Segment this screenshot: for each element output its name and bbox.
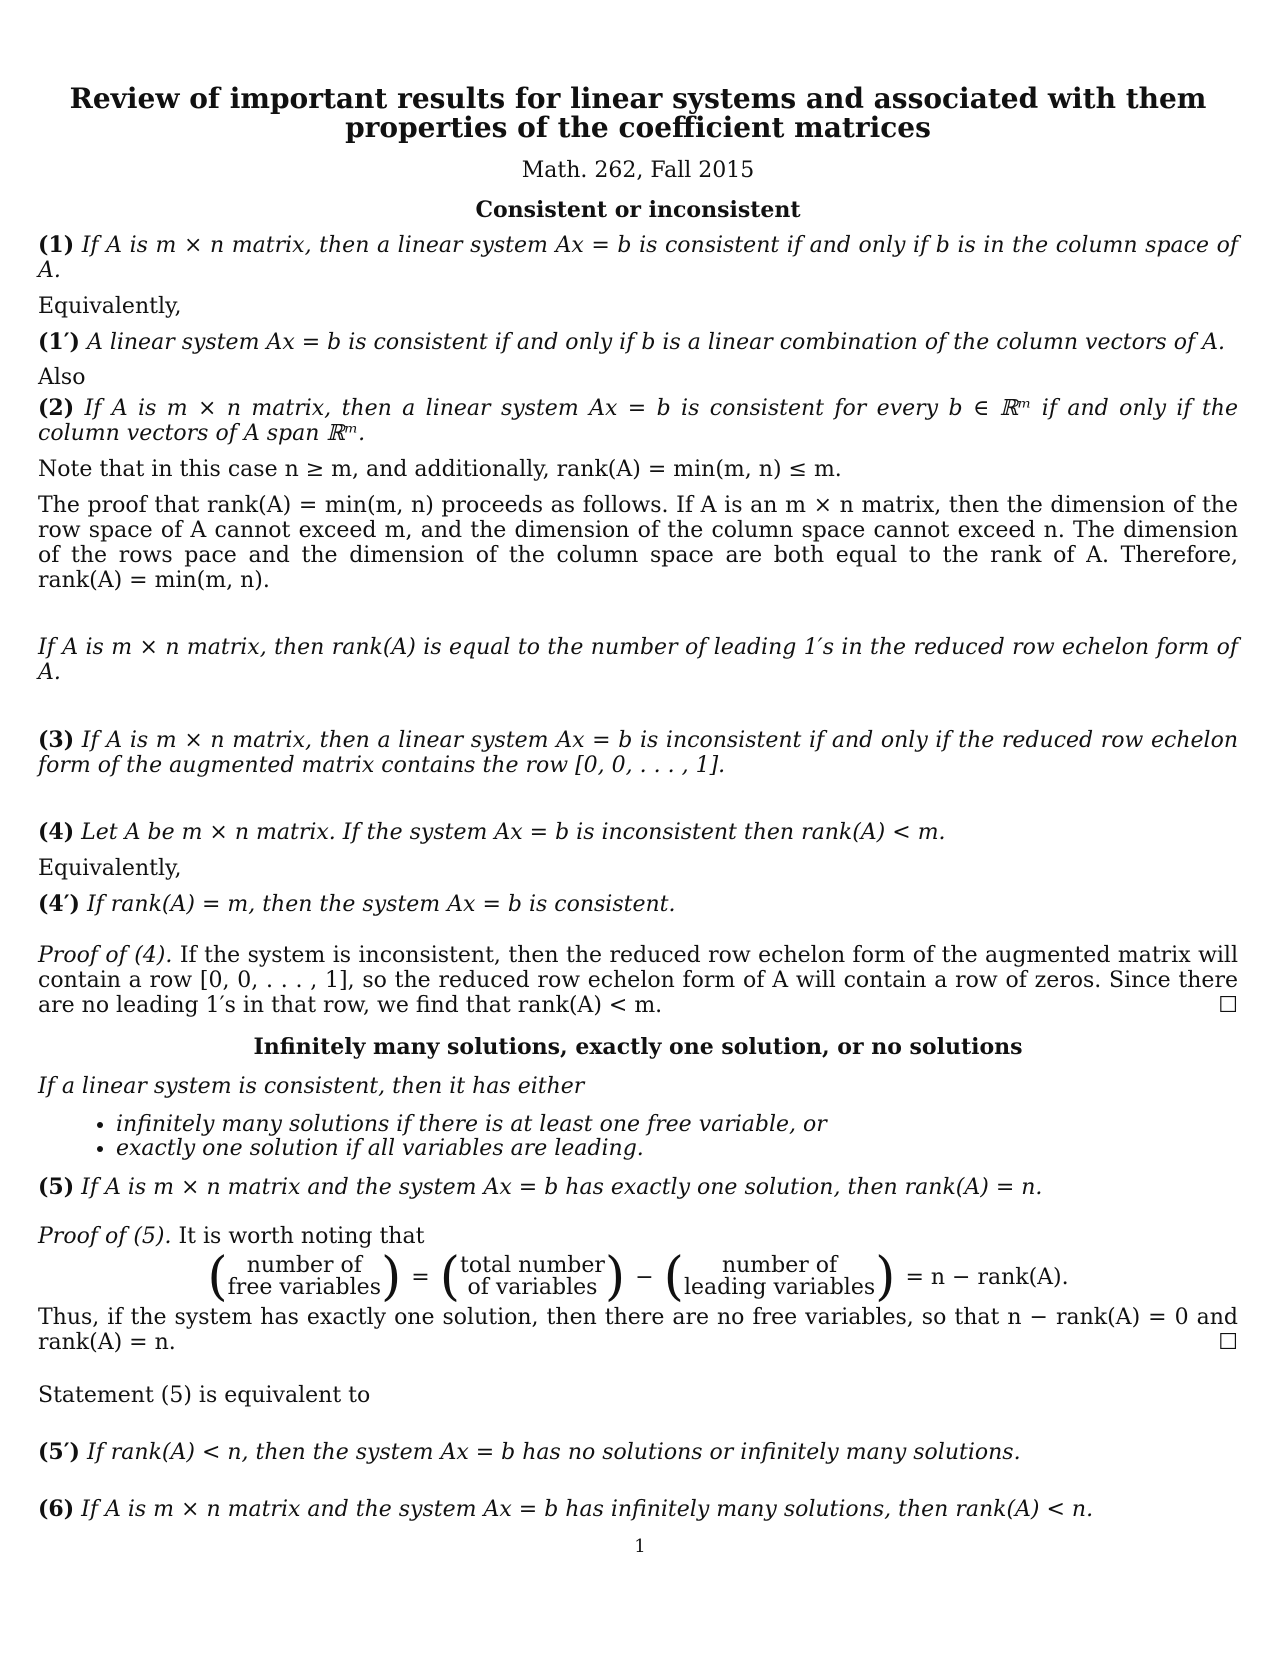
result-3-text: If A is m × n matrix, then a linear system Ax = b is inconsistent if and only if the reduced row echelon form of the augmented matrix contains the row [0, 0, . . . , 1]. [38, 728, 1238, 778]
equivalently-1: Equivalently, [38, 294, 182, 319]
page-number: 1 [634, 1536, 646, 1557]
rank-fact: If A is m × n matrix, then rank(A) is equal to the number of leading 1′s in the reduced row echelon form of A. [38, 635, 1238, 685]
total-variables-term: ( total number of variables ) [439, 1247, 626, 1307]
result-4 [38, 820, 1238, 845]
result-1 [38, 233, 1238, 283]
title-line-2: properties of the coefficient matrices [345, 111, 931, 144]
result-4-text: Let A be m × n matrix. If the system Ax = b is inconsistent then rank(A) < m. [81, 820, 946, 845]
result-5-text: If A is m × n matrix and the system Ax = b has exactly one solution, then rank(A) = n. [81, 1175, 1043, 1200]
qed-icon: ☐ [1218, 993, 1238, 1018]
result-4-prime-label: (4′) [38, 891, 80, 917]
result-6-label: (6) [38, 1496, 75, 1522]
result-1-prime-label: (1′) [38, 329, 80, 355]
result-5 [38, 1175, 1238, 1200]
result-1-text: If A is m × n matrix, then a linear system Ax = b is consistent if and only if b is in the column space of A. [38, 233, 1238, 283]
proof-5-text: It is worth noting that [178, 1224, 425, 1249]
result-3 [38, 728, 1238, 778]
result-6-text: If A is m × n matrix and the system Ax = b has infinitely many solutions, then rank(A) < n. [81, 1497, 1094, 1522]
result-5-prime-text: If rank(A) < n, then the system Ax = b has no solutions or infinitely many solutions. [86, 1440, 1021, 1465]
result-5-prime-label: (5′) [38, 1439, 80, 1465]
result-1-label: (1) [38, 232, 75, 258]
proof-4-label: Proof of (4). [38, 943, 173, 968]
proof-4-text: If the system is inconsistent, then the reduced row echelon form of the augmented matrix will contain a row [0, 0, . . . , 1], so the reduced row echelon form of A will contain a row of zeros. Since there are no leading 1′s in that row, we find that rank(A) < m. [38, 943, 1239, 1018]
qed-icon: ☐ [1218, 1330, 1238, 1355]
solution-cases-list [38, 1113, 1238, 1161]
result-4-prime-text: If rank(A) = m, then the system Ax = b is consistent. [86, 892, 676, 917]
result-1-prime-text: A linear system Ax = b is consistent if and only if b is a linear combination of the column vectors of A. [86, 330, 1225, 355]
course-line: Math. 262, Fall 2015 [521, 158, 755, 183]
document-page [38, 84, 1238, 1522]
variables-equation: ( number of free variables ) = ( total number of variables ) − ( number of leading variables ) = n − rank(A). [207, 1247, 1069, 1307]
either-text: If a linear system is consistent, then it has either [38, 1074, 585, 1099]
proof-5-label: Proof of (5). [38, 1224, 172, 1249]
result-2 [38, 396, 1238, 446]
free-variables-term: ( number of free variables ) [207, 1247, 402, 1307]
also-text: Also [38, 365, 86, 390]
proof-4 [38, 943, 1238, 1018]
result-5-label: (5) [38, 1174, 75, 1200]
list-item: • exactly one solution if all variables are leading. [116, 1137, 1238, 1161]
proof-5 [38, 1224, 1238, 1249]
section-heading-solutions: Infinitely many solutions, exactly one solution, or no solutions [253, 1034, 1023, 1060]
equation-rhs: = n − rank(A). [905, 1264, 1069, 1290]
section-heading-consistent: Consistent or inconsistent [475, 197, 801, 223]
result-4-prime [38, 892, 1238, 917]
leading-variables-term: ( number of leading variables ) [663, 1247, 896, 1307]
title-line-1: Review of important results for linear systems and associated with them [69, 82, 1207, 115]
equivalently-2: Equivalently, [38, 856, 182, 881]
thus-text: Thus, if the system has exactly one solution, then there are no free variables, so that n − rank(A) = 0 and rank(A) = n. ☐ [38, 1305, 1238, 1355]
list-item: • infinitely many solutions if there is at least one free variable, or [116, 1113, 1238, 1137]
note-text: Note that in this case n ≥ m, and additionally, rank(A) = min(m, n) ≤ m. [38, 457, 842, 482]
result-2-label: (2) [38, 395, 75, 421]
result-1-prime [38, 330, 1238, 355]
rank-proof: The proof that rank(A) = min(m, n) proceeds as follows. If A is an m × n matrix, then the dimension of the row space of A cannot exceed m, and the dimension of the column space cannot exceed n. The dimension of the rows pace and the dimension of the column space are both equal to the rank of A. Therefore, rank(A) = min(m, n). [38, 493, 1238, 593]
result-4-label: (4) [38, 819, 75, 845]
result-2-text: If A is m × n matrix, then a linear system Ax = b is consistent for every b ∈ ℝᵐ if and only if the column vectors of A span ℝᵐ. [38, 396, 1238, 446]
result-5-prime [38, 1440, 1238, 1465]
result-6 [38, 1497, 1238, 1522]
result-3-label: (3) [38, 727, 75, 753]
statement-5: Statement (5) is equivalent to [38, 1383, 371, 1408]
